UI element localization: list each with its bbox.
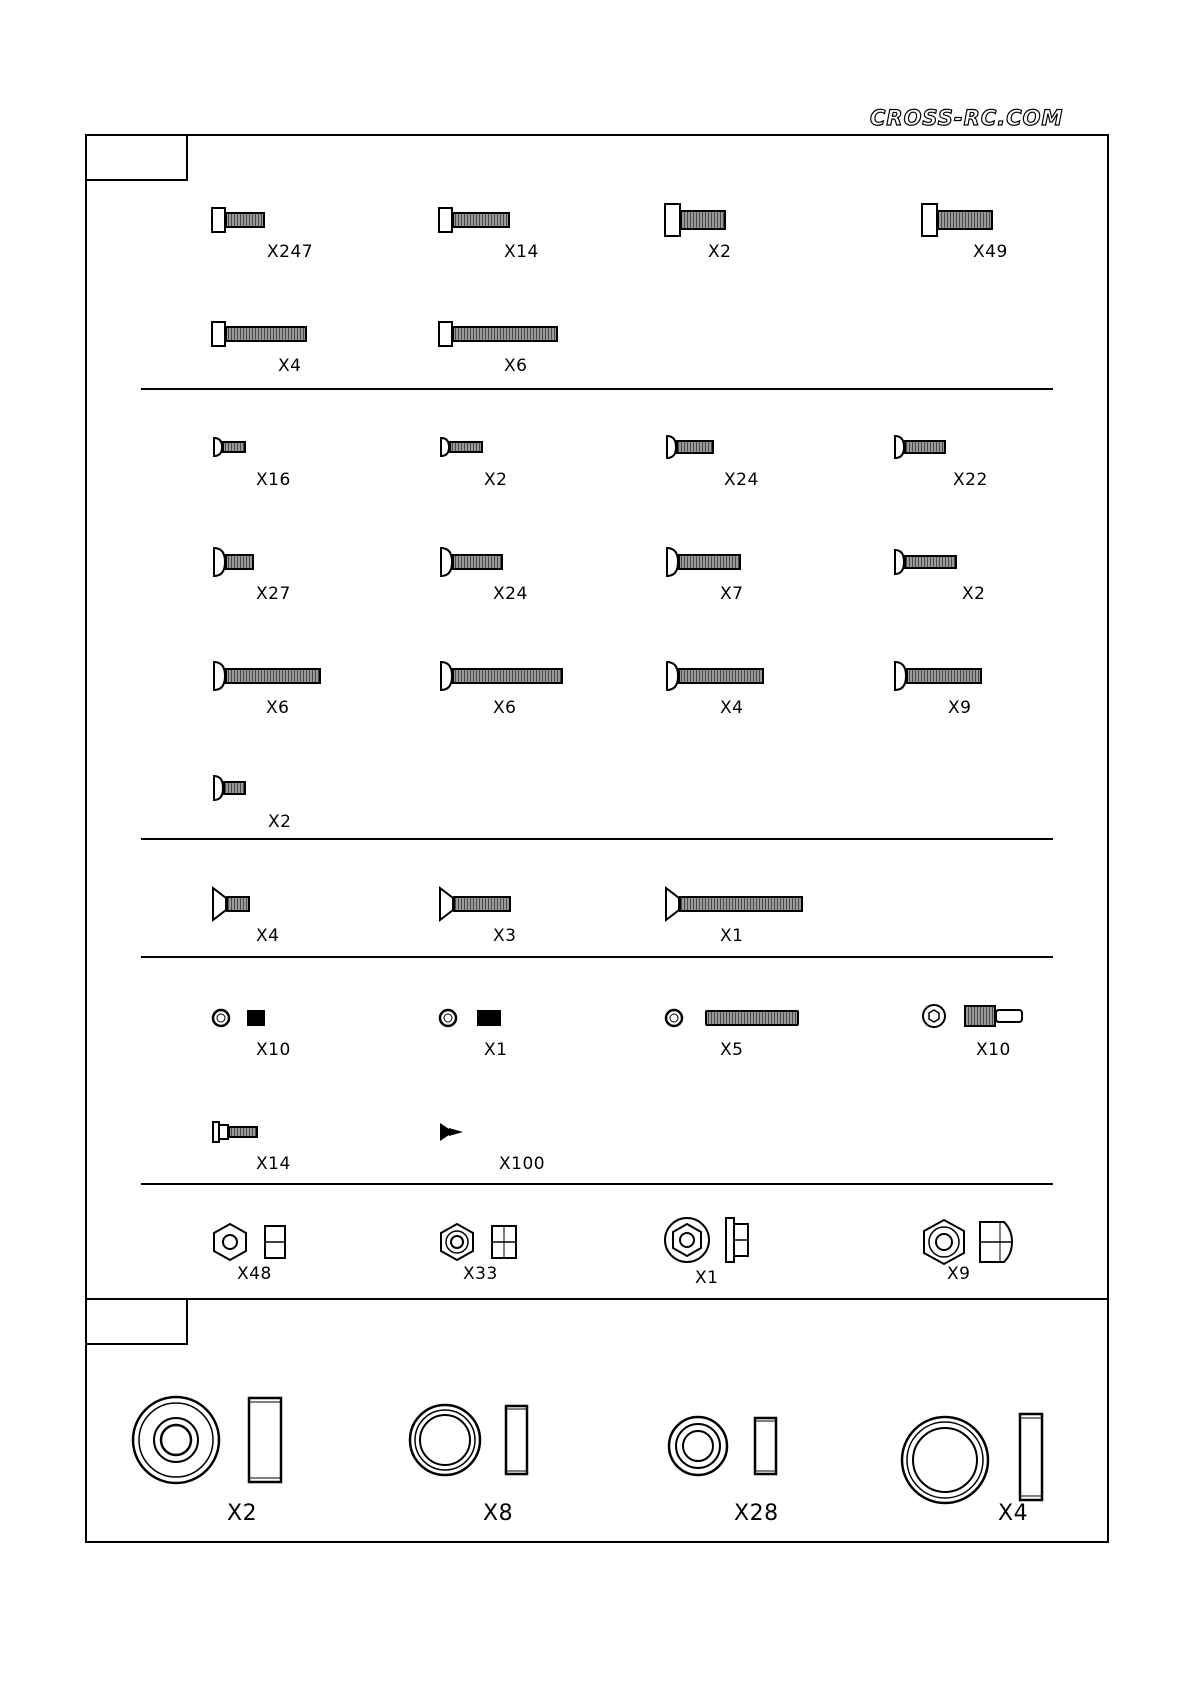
cap-head-screw-icon [210,206,270,234]
quantity-label: X6 [266,698,290,718]
nylon-lock-nut-icon [437,1222,522,1262]
quantity-label: X3 [493,926,517,946]
quantity-label: X16 [256,470,291,490]
quantity-label: X28 [734,1501,779,1526]
quantity-label: X6 [504,356,528,376]
quantity-label: X2 [484,470,508,490]
cap-head-screw-icon [437,206,517,234]
quantity-label: X4 [256,926,280,946]
hex-nut-icon [210,1222,290,1262]
countersunk-screw-icon [437,886,517,922]
quantity-label: X10 [976,1040,1011,1060]
button-head-screw-icon [437,660,567,692]
quantity-label: X1 [695,1268,719,1288]
group-divider [141,956,1053,958]
svg-text:CROSS-RC.COM: CROSS-RC.COM [870,106,1064,130]
ball-bearing-icon [408,1400,538,1480]
quantity-label: X10 [256,1040,291,1060]
button-head-screw-icon [663,434,718,460]
brand-logo [870,106,1116,130]
quantity-label: X2 [268,812,292,832]
quantity-label: X8 [483,1501,514,1526]
section-divider-bearings [85,1298,1109,1300]
cap-head-screw-icon [663,202,733,238]
button-head-screw-icon [210,660,325,692]
quantity-label: X9 [948,698,972,718]
ball-bearing-icon [667,1414,782,1478]
button-head-screw-icon [663,660,768,692]
button-head-screw-icon [210,546,258,578]
button-head-screw-icon [210,774,250,802]
quantity-label: X14 [256,1154,291,1174]
flange-nut-icon [663,1214,753,1266]
quantity-label: X2 [227,1501,258,1526]
group-divider [141,838,1053,840]
self-tapping-screw-icon [437,1120,469,1144]
group-divider [141,1183,1053,1185]
quantity-label: X2 [962,584,986,604]
ball-bearing-icon [900,1410,1050,1510]
quantity-label: X1 [720,926,744,946]
section-tab-screws [85,134,188,181]
quantity-label: X247 [267,242,314,262]
cap-head-screw-icon [210,320,310,348]
quantity-label: X48 [237,1264,272,1284]
quantity-label: X27 [256,584,291,604]
quantity-label: X22 [953,470,988,490]
threaded-rod-icon [663,1006,803,1030]
countersunk-screw-icon [210,886,255,922]
brand-logo-graphic [870,106,1116,130]
shoulder-screw-icon [920,1000,1030,1032]
quantity-label: X24 [493,584,528,604]
group-divider [141,388,1053,390]
quantity-label: X5 [720,1040,744,1060]
quantity-label: X4 [720,698,744,718]
quantity-label: X24 [724,470,759,490]
section-tab-bearings [85,1298,188,1345]
button-head-screw-icon [210,436,250,458]
quantity-label: X6 [493,698,517,718]
button-head-screw-icon [891,660,986,692]
cap-head-screw-icon [437,320,562,348]
quantity-label: X9 [947,1264,971,1284]
quantity-label: X14 [504,242,539,262]
quantity-label: X1 [484,1040,508,1060]
quantity-label: X7 [720,584,744,604]
quantity-label: X4 [278,356,302,376]
quantity-label: X4 [998,1501,1029,1526]
set-screw-icon [210,1006,270,1030]
countersunk-screw-icon [663,886,809,922]
quantity-label: X100 [499,1154,546,1174]
flange-screw-icon [210,1120,262,1144]
button-head-screw-icon [437,546,507,578]
button-head-screw-icon [891,548,961,576]
quantity-label: X49 [973,242,1008,262]
lock-nut-icon [918,1218,1016,1266]
cap-head-screw-icon [920,202,1000,238]
button-head-screw-icon [663,546,745,578]
button-head-screw-icon [891,434,951,460]
quantity-label: X2 [708,242,732,262]
set-screw-icon [437,1006,507,1030]
button-head-screw-icon [437,436,487,458]
quantity-label: X33 [463,1264,498,1284]
ball-bearing-icon [131,1390,291,1490]
